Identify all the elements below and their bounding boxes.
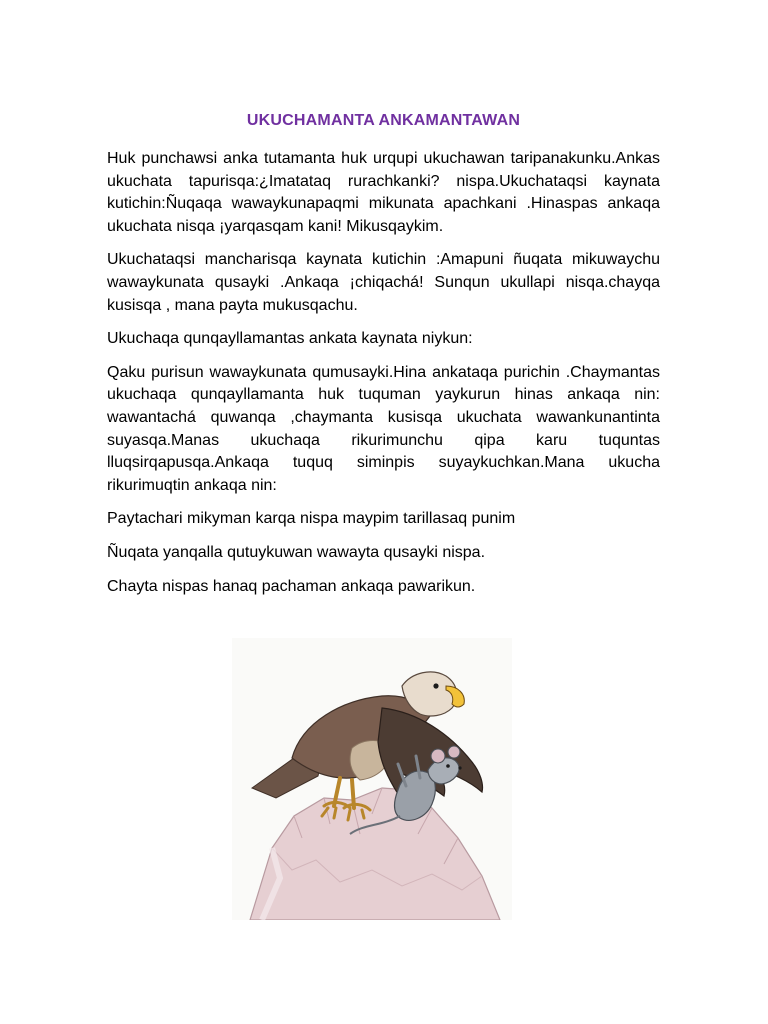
document-title: UKUCHAMANTA ANKAMANTAWAN [246, 112, 521, 129]
paragraph-2: Ukuchataqsi mancharisqa kaynata kutichin :Amapuni ñuqata mikuwaychu wawaykunata qusayki .Ankaqa ¡chiqachá! Sunqun ukullapi nisqa.chayqa kusisqa , mana payta mukusqachu. [107, 251, 660, 314]
paragraph-3: Ukuchaqa qunqayllamantas ankata kaynata niykun: [107, 330, 473, 348]
paragraph-1: Huk punchawsi anka tutamanta huk urqupi ukuchawan taripanakunku.Ankas ukuchata tapurisqa:¿Imatataq rurachkanki? nispa.Ukuchataqsi kaynata kutichin:Ñuqaqa wawaykunapaqmi mikunata apachkani .Hinaspas ankaqa ukuchata nisqa ¡yarqasqam kani! Mikusqaykim. [107, 150, 660, 235]
paragraph-5: Paytachari mikyman karqa nispa maypim tarillasaq punim [107, 510, 516, 528]
paragraph-6: Ñuqata yanqalla qutuykuwan wawayta qusayki nispa. [107, 543, 486, 561]
paragraph-4: Qaku purisun wawaykunata qumusayki.Hina ankataqa purichin .Chaymantas ukuchaqa qunqayllamanta huk tuquman yaykurun hinas ankaqa nin: wawantachá quwanqa ,chaymanta kusisqa ukuchata wawankunantinta suyasqa.Manas ukuchaqa rikurimunchu qipa karu tuquntas lluqsirqapusqa.Ankaqa tuquq siminpis suyaykuchkan.Mana ukucha rikurimuqtin ankaqa nin: [107, 363, 660, 494]
paragraph-7: Chayta nispas hanaq pachaman ankaqa pawarikun. [107, 577, 476, 595]
document-body [107, 148, 660, 609]
eagle-mouse-illustration [232, 638, 512, 920]
